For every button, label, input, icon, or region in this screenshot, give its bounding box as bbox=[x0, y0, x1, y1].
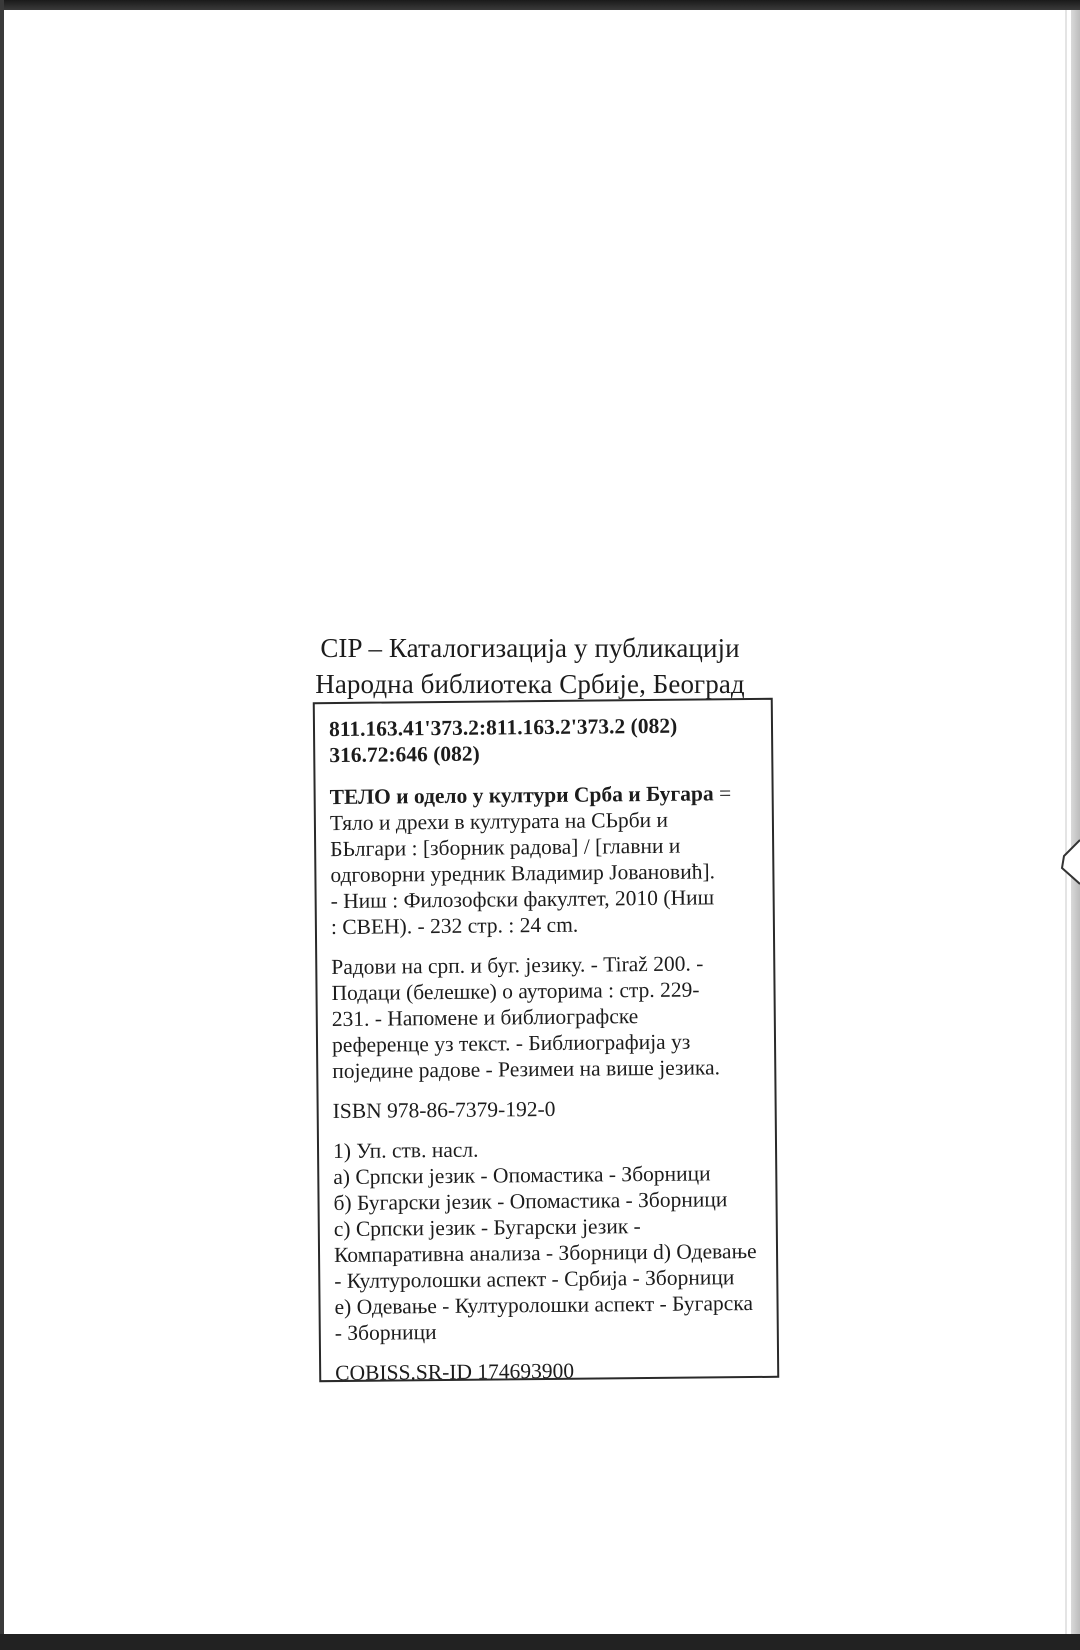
description-line: : СВЕН). - 232 стр. : 24 cm. bbox=[330, 912, 579, 940]
page-edge-tab bbox=[1058, 838, 1080, 890]
scan-bottom-border bbox=[0, 1634, 1080, 1650]
subject-line: а) Српски језик - Опомастика - Зборници bbox=[333, 1161, 711, 1190]
title-line bbox=[330, 780, 770, 810]
cip-card-content bbox=[329, 712, 775, 1386]
scan-right-edge bbox=[1071, 10, 1080, 1634]
subject-line: - Културолошки аспект - Србија - Зборници bbox=[334, 1265, 735, 1294]
subject-line: Компаративна анализа - Зборници d) Одевање bbox=[333, 1238, 757, 1268]
description-line: - Ниш : Филозофски факултет, 2010 (Ниш bbox=[330, 885, 715, 914]
cobiss-id: COBISS.SR-ID 174693900 bbox=[335, 1358, 575, 1386]
cip-header bbox=[290, 630, 770, 702]
subject-line: б) Бугарски језик - Опомастика - Зборници bbox=[333, 1187, 728, 1216]
cip-catalog-card bbox=[313, 698, 780, 1386]
subject-line: с) Српски језик - Бугарски језик - bbox=[333, 1214, 641, 1242]
page-fold-line bbox=[1065, 10, 1067, 1634]
isbn: ISBN 978-86-7379-192-0 bbox=[332, 1096, 556, 1124]
notes-line: референце уз текст. - Библиографија уз bbox=[331, 1029, 691, 1058]
notes-line: Радови на срп. и буг. језику. - Tiraž 200. - bbox=[331, 951, 704, 980]
cip-header-line-2: Народна библиотека Србије, Београд bbox=[315, 669, 745, 699]
udc-code-1: 811.163.41'373.2:811.163.2'373.2 (082) bbox=[328, 713, 678, 742]
description-line: БЬлгари : [зборник радова] / [главни и bbox=[330, 833, 681, 862]
subject-line: - Зборници bbox=[334, 1320, 437, 1346]
cip-header-line-1: CIP – Каталогизација у публикацији bbox=[320, 633, 740, 663]
description-line: одговорни уредник Владимир Јовановић]. bbox=[330, 859, 716, 888]
udc-code-2: 316.72:646 (082) bbox=[329, 741, 480, 768]
notes-line: поједине радове - Резимеи на више језика. bbox=[332, 1055, 721, 1084]
notes-line: 231. - Напомене и библиографске bbox=[331, 1004, 639, 1032]
notes-line: Подаци (белешке) о ауторима : стр. 229- bbox=[331, 977, 700, 1006]
subject-line: е) Одевање - Културолошки аспект - Бугарска bbox=[334, 1291, 754, 1320]
description-line: Тяло и дрехи в културата на СЬрби и bbox=[329, 807, 669, 836]
title-equals: = bbox=[713, 781, 732, 806]
title-bold: ТЕЛО и одело у култури Срба и Бугара bbox=[329, 781, 714, 810]
scan-top-border bbox=[0, 0, 1080, 10]
scan-left-border bbox=[0, 0, 4, 1650]
subject-line: 1) Уп. ств. насл. bbox=[332, 1137, 479, 1164]
